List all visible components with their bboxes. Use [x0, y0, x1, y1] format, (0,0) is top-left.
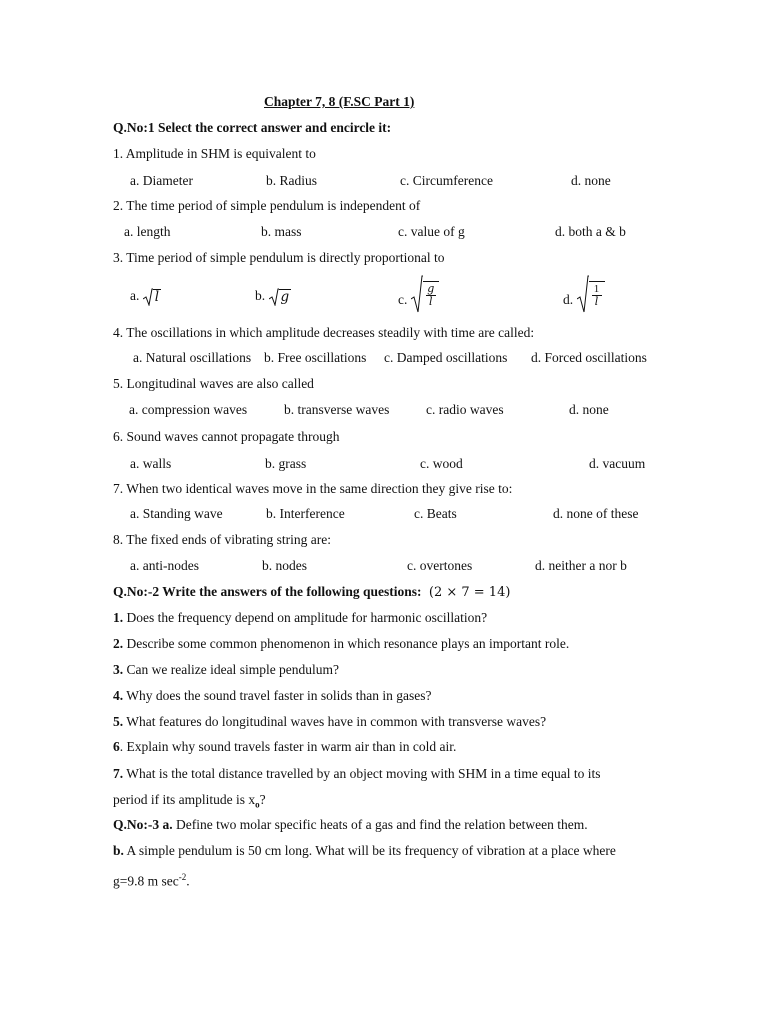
q4-option-a: a. Natural oscillations	[133, 350, 252, 365]
q6-option-b: b. grass	[265, 456, 307, 471]
radical-icon	[411, 275, 423, 313]
q4-option-b: b. Free oscillations	[264, 350, 367, 365]
q1-option-c: c. Circumference	[400, 173, 493, 188]
q2-option-d: d. both a & b	[555, 224, 626, 239]
q4-option-c: c. Damped oscillations	[384, 350, 508, 365]
short-question-2	[113, 635, 569, 653]
radical-icon	[577, 275, 589, 313]
section3-part-b	[113, 842, 616, 860]
short-question-number: 6	[113, 739, 120, 754]
short-question-number: 4.	[113, 688, 124, 703]
short-question-5	[113, 713, 546, 731]
section2-heading: Q.No:-2 Write the answers of the following questions:	[113, 584, 422, 599]
q6-option-a: a. walls	[130, 456, 172, 471]
question-2: 2. The time period of simple pendulum is independent of	[113, 198, 421, 213]
q7-option-b: b. Interference	[266, 506, 345, 521]
question-1: 1. Amplitude in SHM is equivalent to	[113, 146, 316, 161]
q3-option-d	[563, 275, 605, 313]
q7-option-a: a. Standing wave	[130, 506, 223, 521]
radical-icon	[143, 288, 153, 306]
short-question-7	[113, 765, 601, 783]
q3-option-c-label: c.	[398, 292, 408, 307]
fraction-1-over-l	[589, 281, 605, 308]
page-title: Chapter 7, 8 (F.SC Part 1)	[264, 94, 415, 109]
fraction-g-over-l	[423, 281, 439, 308]
section3-text-b: A simple pendulum is 50 cm long. What will be its frequency of vibration at a place where	[123, 843, 616, 858]
short-question-3	[113, 661, 339, 679]
short-question-text: . Explain why sound travels faster in warm air than in cold air.	[119, 739, 457, 754]
question-mark: ?	[259, 792, 266, 807]
question-8: 8. The fixed ends of vibrating string are:	[113, 532, 331, 547]
q3-option-a-label: a.	[130, 288, 140, 303]
q6-option-d: d. vacuum	[589, 456, 646, 471]
q3-option-c	[398, 275, 439, 313]
sqrt-l-expression	[143, 288, 161, 306]
question-4: 4. The oscillations in which amplitude decreases steadily with time are called:	[113, 325, 535, 340]
sqrt-g-var: g	[280, 288, 290, 305]
sqrt-1-over-l-expression	[577, 275, 605, 313]
short-question-number: 2.	[113, 636, 124, 651]
short-question-7-continued	[113, 791, 266, 814]
section3-part-b-continued	[113, 868, 190, 891]
short-question-text: Can we realize ideal simple pendulum?	[123, 662, 340, 677]
section3-heading: Q.No:-3 a.	[113, 817, 173, 832]
short-question-text: Describe some common phenomenon in which resonance plays an important role.	[123, 636, 570, 651]
q3-option-b-label: b.	[255, 288, 266, 303]
question-5: 5. Longitudinal waves are also called	[113, 376, 314, 391]
q3-option-b	[255, 287, 291, 306]
q7-option-c: c. Beats	[414, 506, 457, 521]
q3-option-a	[130, 287, 161, 306]
short-question-text: Does the frequency depend on amplitude for harmonic oscillation?	[123, 610, 488, 625]
q3-option-d-label: d.	[563, 292, 574, 307]
q8-option-d: d. neither a nor b	[535, 558, 627, 573]
period: .	[186, 873, 190, 889]
short-question-number: 3.	[113, 662, 124, 677]
sqrt-g-over-l-expression	[411, 275, 439, 313]
question-6: 6. Sound waves cannot propagate through	[113, 429, 340, 444]
q1-option-d: d. none	[571, 173, 611, 188]
q1-option-b: b. Radius	[266, 173, 318, 188]
section2-heading-line	[113, 583, 510, 602]
question-3: 3. Time period of simple pendulum is directly proportional to	[113, 250, 445, 265]
superscript: -2	[178, 872, 187, 882]
question-7: 7. When two identical waves move in the same direction they give rise to:	[113, 481, 513, 496]
short-question-text: What features do longitudinal waves have in common with transverse waves?	[123, 714, 547, 729]
short-question-number: 1.	[113, 610, 124, 625]
section3-text-b-continued: g=9.8 m sec	[113, 873, 179, 889]
sqrt-l-var: l	[154, 288, 160, 305]
q2-option-b: b. mass	[261, 224, 302, 239]
subscript: o	[255, 799, 260, 810]
fraction-denominator: l	[594, 294, 599, 308]
q8-option-c: c. overtones	[407, 558, 473, 573]
section3-text-a: Define two molar specific heats of a gas and find the relation between them.	[172, 817, 588, 832]
q5-option-a: a. compression waves	[129, 402, 248, 417]
short-question-text: Why does the sound travel faster in solids than in gases?	[123, 688, 432, 703]
sqrt-g-expression	[269, 288, 292, 306]
short-question-1	[113, 609, 487, 627]
q8-option-b: b. nodes	[262, 558, 307, 573]
section1-heading: Q.No:1 Select the correct answer and encircle it:	[113, 120, 392, 135]
q8-option-a: a. anti-nodes	[130, 558, 199, 573]
section3-part-a	[113, 816, 588, 834]
section2-marks: (2 × 7 = 14)	[428, 585, 511, 600]
section3-label-b: b.	[113, 843, 124, 858]
short-question-6	[113, 738, 456, 756]
short-question-text: What is the total distance travelled by an object moving with SHM in a time equal to its	[123, 766, 601, 781]
fraction-numerator: g	[427, 281, 435, 295]
fraction-denominator: l	[428, 294, 433, 308]
q5-option-c: c. radio waves	[426, 402, 504, 417]
fraction-numerator: 1	[593, 282, 600, 295]
q4-option-d: d. Forced oscillations	[531, 350, 647, 365]
q5-option-d: d. none	[569, 402, 609, 417]
q1-option-a: a. Diameter	[130, 173, 193, 188]
q2-option-a: a. length	[124, 224, 171, 239]
q7-option-d: d. none of these	[553, 506, 639, 521]
short-question-number: 7.	[113, 766, 124, 781]
q2-option-c: c. value of g	[398, 224, 465, 239]
short-question-4	[113, 687, 431, 705]
q6-option-c: c. wood	[420, 456, 463, 471]
short-question-number: 5.	[113, 714, 124, 729]
q5-option-b: b. transverse waves	[284, 402, 390, 417]
short-question-text: period if its amplitude is x	[113, 792, 256, 807]
radical-icon	[269, 288, 279, 306]
